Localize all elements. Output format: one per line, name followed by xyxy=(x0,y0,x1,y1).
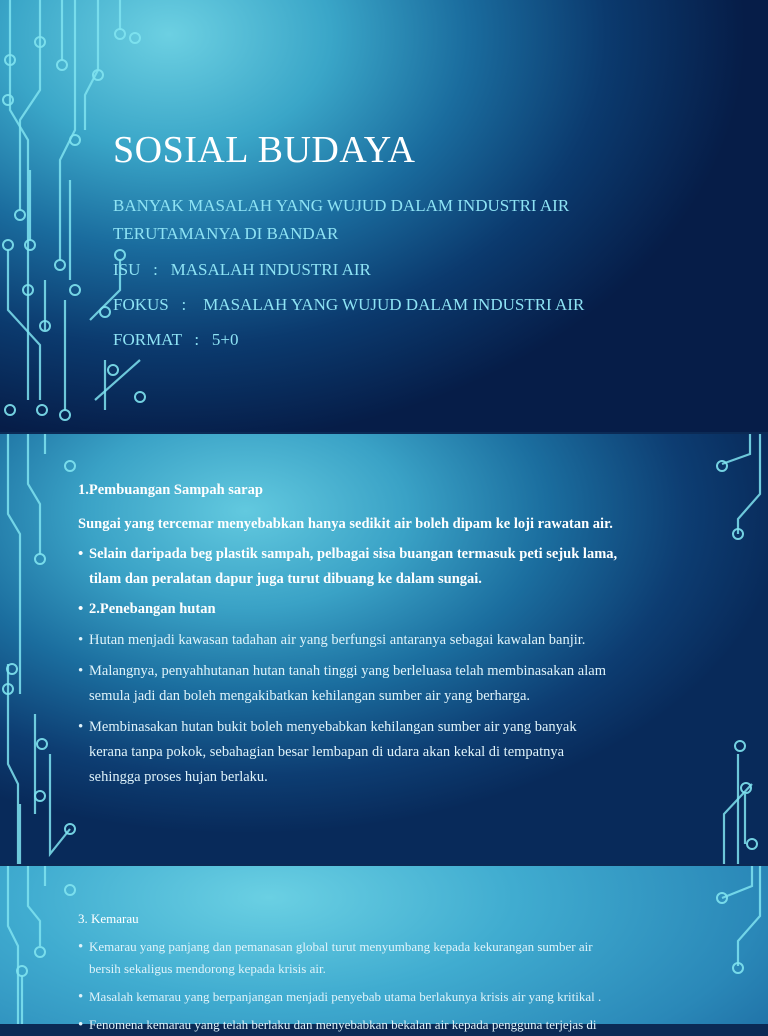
fokus-line: FOKUS : MASALAH YANG WUJUD DALAM INDUSTRI AIR xyxy=(113,295,585,314)
list-item-line: Membinasakan hutan bukit boleh menyebabkan kehilangan sumber air yang banyak xyxy=(89,719,577,735)
bullet-icon: • xyxy=(78,546,84,562)
list-item-line: Masalah kemarau yang berpanjangan menjadi penyebab utama berlakunya krisis air yang kritikal . xyxy=(89,989,602,1004)
bullet-icon: • xyxy=(78,1017,84,1033)
list-item-line: Selain daripada beg plastik sampah, pelbagai sisa buangan termasuk peti sejuk lama, xyxy=(89,546,618,562)
bullet-icon: • xyxy=(78,601,84,617)
list-item-line: tilam dan peralatan dapur juga turut dibuang ke dalam sungai. xyxy=(89,571,482,587)
slide-3-heading: 3. Kemarau xyxy=(78,911,139,926)
list-item-line: Fenomena kemarau yang telah berlaku dan menyebabkan bekalan air kepada pengguna terjejas di xyxy=(89,1017,597,1032)
list-item-line: bersih sekaligus mendorong kepada krisis air. xyxy=(89,961,326,976)
list-item-line: 2.Penebangan hutan xyxy=(89,601,216,617)
slide-2-intro: Sungai yang tercemar menyebabkan hanya sedikit air boleh dipam ke loji rawatan air. xyxy=(78,516,613,532)
list-item-line: sehingga proses hujan berlaku. xyxy=(89,769,268,785)
list-item-line: Kemarau yang panjang dan pemanasan global turut menyumbang kepada kekurangan sumber air xyxy=(89,939,593,954)
bullet-icon: • xyxy=(78,632,84,648)
list-item xyxy=(78,715,718,790)
slide-3 xyxy=(0,866,768,1033)
slide-1-title: SOSIAL BUDAYA xyxy=(113,129,416,171)
list-item xyxy=(78,597,718,622)
subtitle-line-1: BANYAK MASALAH YANG WUJUD DALAM INDUSTRI AIR xyxy=(113,196,570,215)
bullet-icon: • xyxy=(78,989,84,1005)
list-item xyxy=(78,628,718,653)
list-item xyxy=(78,986,718,1008)
isu-line: ISU : MASALAH INDUSTRI AIR xyxy=(113,260,371,279)
slide-1 xyxy=(0,0,768,432)
list-item xyxy=(78,1014,718,1036)
bullet-icon: • xyxy=(78,939,84,955)
slide-2-heading: 1.Pembuangan Sampah sarap xyxy=(78,482,263,498)
bullet-icon: • xyxy=(78,663,84,679)
list-item xyxy=(78,542,718,592)
list-item xyxy=(78,659,718,709)
subtitle-line-2: TERUTAMANYA DI BANDAR xyxy=(113,224,339,243)
list-item-line: semula jadi dan boleh mengakibatkan kehilangan sumber air yang berharga. xyxy=(89,688,531,704)
bullet-icon: • xyxy=(78,719,84,735)
list-item-line: Hutan menjadi kawasan tadahan air yang berfungsi antaranya sebagai kawalan banjir. xyxy=(89,632,586,648)
list-item-line: kerana tanpa pokok, sebahagian besar lembapan di udara akan kekal di tempatnya xyxy=(89,744,565,760)
slide-2 xyxy=(0,434,768,864)
list-item xyxy=(78,936,718,980)
list-item-line: Malangnya, penyahhutanan hutan tanah tinggi yang berleluasa telah membinasakan alam xyxy=(89,663,606,679)
format-line: FORMAT : 5+0 xyxy=(113,330,239,349)
